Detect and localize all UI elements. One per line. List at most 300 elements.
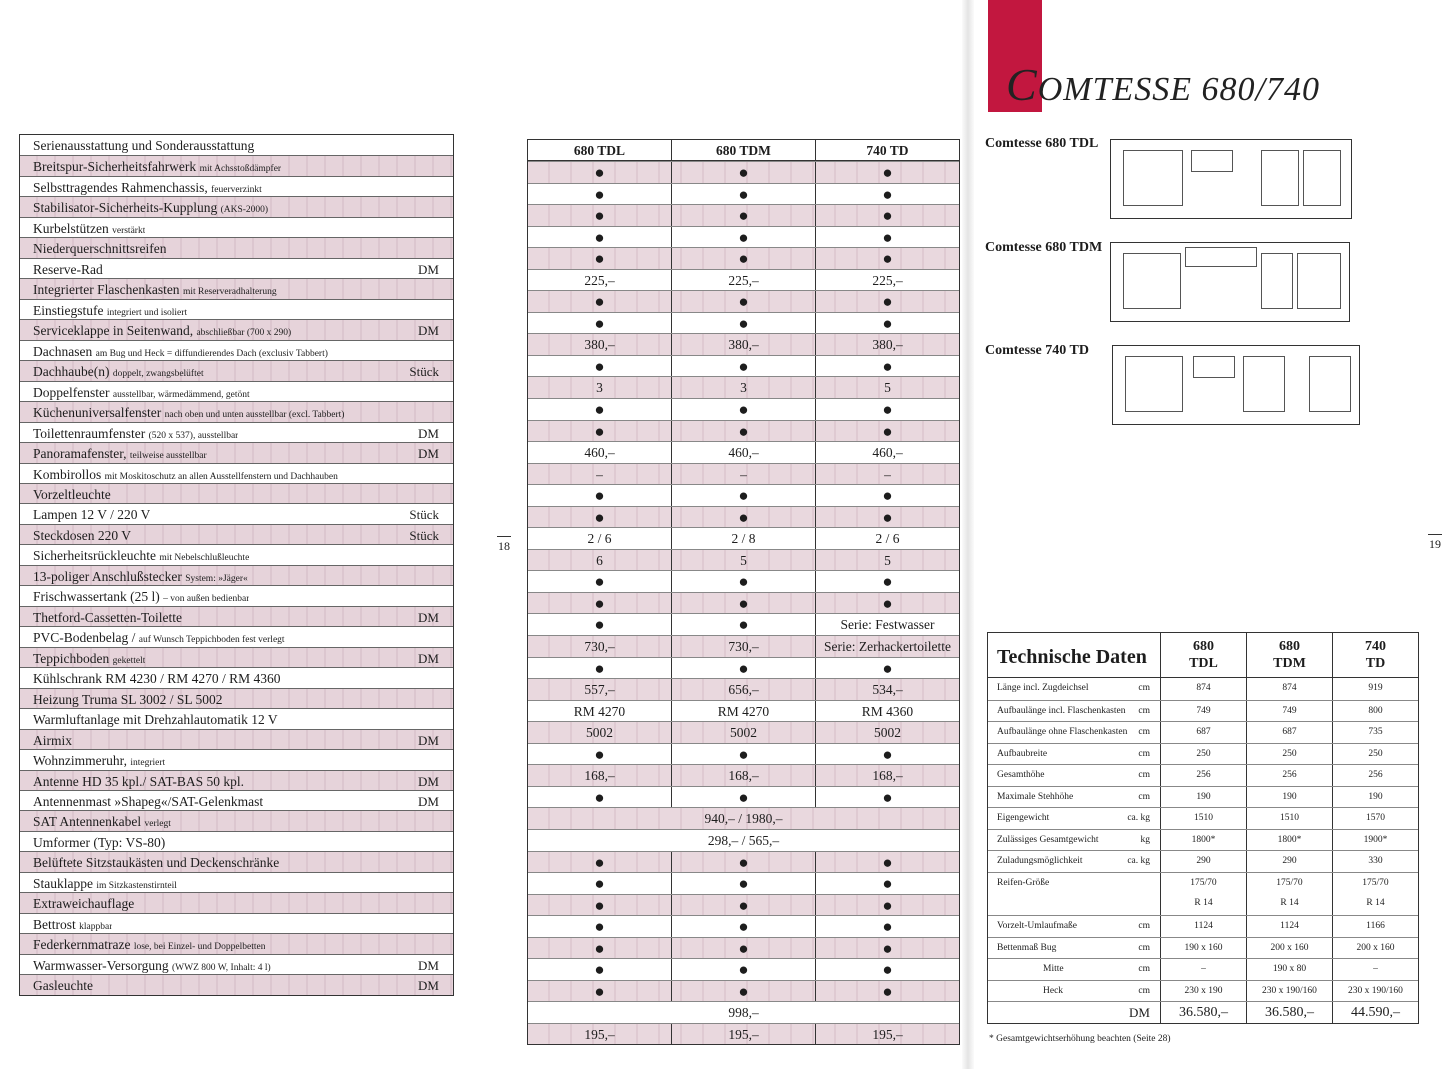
feature-label [33,771,244,790]
feature-unit: DM [418,732,439,748]
included-dot: ● [671,852,815,873]
feature-note: auf Wunsch Teppichboden fest verlegt [138,635,285,646]
feature-unit: Stück [409,364,439,380]
feature-row [20,892,453,912]
tech-value: 256 [1332,765,1418,786]
tech-row [988,937,1418,959]
included-dot: ● [594,163,605,182]
price-cell: 730,– [671,636,815,657]
feature-name: Antenne HD 35 kpl./ SAT-BAS 50 kpl. [33,773,245,789]
feature-label [33,504,150,523]
price-cell: 3 [671,377,815,398]
feature-unit: DM [418,773,439,789]
tech-value: 230 x 190/160 [1332,981,1418,1002]
tech-value: 1570 [1332,808,1418,829]
included-dot: ● [594,572,605,592]
tech-header [988,633,1418,678]
tech-value: 190 x 160 [1160,938,1246,959]
feature-name: Reserve-Rad [33,261,103,277]
tech-value: 230 x 190/160 [1246,981,1332,1002]
feature-label [33,259,103,278]
tech-label-cell [988,916,1160,937]
included-dot: ● [594,787,605,807]
feature-note: integriert und isoliert [106,307,188,318]
feature-unit: DM [418,446,439,462]
feature-label [33,934,265,953]
tech-label: Reifen-Größe [997,877,1050,888]
price-cell: 940,– / 1980,– [704,811,783,827]
feature-row [20,708,453,728]
feature-row [20,565,453,585]
included-dot: ● [815,184,959,205]
tech-value: R 14 [1160,893,1246,915]
tech-value: 250 [1246,744,1332,765]
included-dot: ● [671,658,815,679]
price-row [528,613,959,635]
tech-label: Aufbaulänge ohne Flaschenkasten [997,727,1128,738]
floorplan-680-tdm [1110,242,1350,322]
feature-name: Serviceklappe in Seitenwand, [33,323,194,339]
feature-label [33,279,277,298]
feature-label [33,750,165,769]
tech-label: Maximale Stehhöhe [997,791,1074,802]
price-cell: 3 [596,380,603,396]
price-cell: 730,– [584,639,615,655]
feature-row [20,831,453,851]
tech-row [988,743,1418,765]
feature-row [20,667,453,687]
feature-row [20,360,453,380]
price-cell: 656,– [671,679,815,700]
price-cell: 168,– [815,765,959,786]
feature-label [33,525,131,544]
feature-label [33,668,281,687]
feature-label [33,218,145,237]
tech-row [988,786,1418,808]
tech-value: 290 [1246,851,1332,872]
feature-name: Wohnzimmeruhr, [33,753,127,769]
feature-unit: DM [418,794,439,809]
tech-unit: cm [1138,705,1150,716]
included-dot: ● [671,248,815,269]
included-dot: ● [815,658,959,679]
tech-unit: cm [1138,791,1150,802]
tech-unit: cm [1138,942,1150,953]
tech-label: Eigengewicht [997,813,1050,824]
tech-value: 250 [1160,744,1246,765]
price-cell: 195,– [815,1024,959,1045]
tech-row [988,678,1418,700]
feature-name: Stauklappe [33,875,93,891]
price-row [528,269,959,291]
title-rest: OMTESSE 680/740 [1037,71,1320,108]
feature-label [33,300,187,319]
plan-label-680-tdm: Comtesse 680 TDM [985,240,1103,255]
included-dot: ● [671,399,815,420]
price-row [528,506,959,528]
feature-note: integriert [130,758,166,769]
feature-label [33,852,279,871]
feature-row [20,729,453,749]
price-row [528,743,959,765]
included-dot: ● [594,658,605,678]
feature-label [33,832,165,851]
tech-value: 1900* [1332,830,1418,851]
tech-value: 290 [1160,851,1246,872]
feature-row [20,851,453,871]
included-dot: ● [671,571,815,592]
price-cell: 2 / 6 [587,531,612,547]
feature-name: Vorzeltleuchte [33,486,111,502]
tech-label-cell [988,678,1160,700]
feature-row [20,913,453,933]
tech-value: 1800* [1160,830,1246,851]
included-dot: ● [671,873,815,894]
feature-name: Serienausstattung und Sonderausstattung [33,138,255,153]
tech-value: 874 [1246,678,1332,700]
tech-value: 190 [1160,787,1246,808]
tech-label: Gesamthöhe [997,770,1045,781]
tech-row [988,829,1418,851]
price-cell: 298,– / 565,– [707,832,780,848]
feature-unit: DM [418,650,439,666]
tech-row [988,764,1418,786]
included-dot: ● [671,787,815,808]
price-cell: 195,– [584,1026,615,1042]
price-row [528,161,959,183]
included-dot: ● [594,744,605,764]
feature-row [20,954,453,974]
included-dot: ● [815,356,959,377]
tech-row [988,1001,1418,1023]
tech-value: 256 [1246,765,1332,786]
tech-label-cell [988,873,1160,894]
tech-value: 800 [1332,701,1418,722]
feature-name: 13-poliger Anschlußstecker [33,568,182,584]
included-dot: ● [594,593,605,613]
included-dot: ● [815,162,959,183]
feature-label [33,607,182,626]
price-rows [528,161,959,1044]
price-table [527,139,960,1045]
col-680-tdl: 680 TDL [573,143,626,158]
included-dot: ● [594,356,605,376]
feature-unit: Stück [409,507,439,523]
feature-name: Küchenuniversalfenster [33,405,162,421]
included-dot: ● [594,895,605,915]
included-dot: ● [671,184,815,205]
price-cell: – [671,464,815,485]
price-row [528,570,959,592]
price-row [528,894,959,916]
included-dot: ● [815,744,959,765]
price-cell: RM 4270 [671,701,815,722]
feature-name: Breitspur-Sicherheitsfahrwerk [33,159,197,175]
feature-name: Toilettenraumfenster [33,425,146,441]
feature-note: am Bug und Heck = diffundierendes Dach (exclusiv Tabbert) [95,348,328,359]
feature-name: Steckdosen 220 V [33,527,131,543]
price-row [528,247,959,269]
tech-unit: ca. kg [1127,856,1150,867]
feature-row [20,196,453,216]
included-dot: ● [815,916,959,937]
price-cell: 380,– [584,337,615,353]
price-row [528,312,959,334]
tech-label: Aufbaulänge incl. Flaschenkasten [997,705,1126,716]
price-row [528,376,959,398]
included-dot: ● [815,248,959,269]
price-row [528,958,959,980]
price-row [528,484,959,506]
tech-col-model: 680 [1193,639,1214,654]
tech-label-cell [988,701,1160,722]
included-dot: ● [594,313,605,333]
tech-row [988,700,1418,722]
tech-label: Aufbaubreite [997,748,1048,759]
tech-row [988,807,1418,829]
feature-name: Dachnasen [33,343,93,359]
tech-value: 1124 [1160,916,1246,937]
footnote: * Gesamtgewichtserhöhung beachten (Seite 28) [989,1034,1171,1044]
included-dot: ● [815,421,959,442]
feature-unit: DM [418,957,439,973]
included-dot: ● [815,959,959,980]
feature-row [20,933,453,953]
price-cell: 5002 [671,722,815,743]
tech-label-cell [988,787,1160,808]
included-dot: ● [594,874,605,894]
price-row [528,549,959,571]
features-table [19,134,454,996]
included-dot: ● [815,205,959,226]
feature-note: mit Reserveradhalterung [182,287,277,298]
included-dot: ● [671,916,815,937]
feature-name: Warmwasser-Versorgung [33,957,169,973]
feature-unit: DM [418,609,439,625]
feature-name: Sicherheitsrückleuchte [33,548,156,564]
price-row [528,398,959,420]
price-row [528,678,959,700]
feature-name: Dachhaube(n) [33,364,110,380]
included-dot: ● [671,895,815,916]
included-dot: ● [594,486,605,506]
tech-label: Heck [1043,985,1064,996]
tech-value: 190 [1332,787,1418,808]
price-row [528,807,959,829]
feature-row [20,503,453,523]
feature-name: Integrierter Flaschenkasten [33,282,180,298]
feature-label [33,893,134,912]
feature-label [33,873,177,892]
feature-note: klappbar [79,921,113,932]
tech-row [988,915,1418,937]
feature-note: (520 x 537), ausstellbar [148,430,239,441]
plan-label-680-tdl: Comtesse 680 TDL [985,136,1099,151]
included-dot: ● [594,981,605,1001]
feature-name: Doppelfenster [33,384,110,400]
included-dot: ● [671,981,815,1002]
tech-value: R 14 [1332,893,1418,915]
price-row [528,829,959,851]
tech-label-cell [988,938,1160,959]
price-row [528,333,959,355]
included-dot: ● [815,787,959,808]
feature-label [33,464,338,483]
tech-value: 1800* [1246,830,1332,851]
price-cell: 998,– [728,1005,759,1021]
included-dot: ● [671,291,815,312]
price-cell: 2 / 8 [671,528,815,549]
tech-unit: cm [1138,921,1150,932]
feature-label [33,811,171,830]
tech-label-cell [988,851,1160,872]
feature-note: (WWZ 800 W, Inhalt: 4 l) [171,962,271,973]
feature-name: PVC-Bodenbelag / [33,630,136,646]
feature-label [33,238,166,257]
feature-note: mit Achsstoßdämpfer [199,164,282,175]
feature-row [20,442,453,462]
tech-value: 230 x 190 [1160,981,1246,1002]
feature-note: (AKS-2000) [220,205,269,216]
feature-row [20,810,453,830]
feature-label [33,648,145,667]
feature-row [20,749,453,769]
feature-note: doppelt, zwangsbelüftet [112,369,204,380]
feature-row [20,176,453,196]
tech-value: 735 [1332,722,1418,743]
tech-value: R 14 [1246,893,1332,915]
feature-label [33,135,254,155]
tech-label-cell [988,744,1160,765]
tech-col-model: 680 [1279,639,1300,654]
tech-label-cell [988,765,1160,786]
price-row [528,441,959,463]
title-initial: C [1006,59,1038,110]
feature-name: Panoramafenster, [33,446,127,462]
price-cell: Serie: Festwasser [815,614,959,635]
feature-unit: DM [418,261,439,277]
page-title [1006,58,1320,111]
price-row [528,937,959,959]
included-dot: ● [815,873,959,894]
tech-row [988,958,1418,980]
price-row [528,226,959,248]
included-dot: ● [815,852,959,873]
included-dot: ● [594,292,605,312]
price-row [528,980,959,1002]
feature-label [33,443,207,462]
included-dot: ● [594,507,605,527]
price-cell: 380,– [815,334,959,355]
tech-unit: kg [1140,834,1150,845]
included-dot: ● [671,227,815,248]
tech-label: Länge incl. Zugdeichsel [997,683,1089,693]
price-row [528,851,959,873]
tech-value: – [1160,959,1246,980]
price-cell: 380,– [671,334,815,355]
tech-label-cell [988,981,1160,1002]
included-dot: ● [594,184,605,204]
tech-label-cell [988,1002,1160,1023]
feature-row [20,422,453,442]
included-dot: ● [815,399,959,420]
tech-unit: DM [1129,1005,1150,1021]
feature-label [33,709,278,728]
included-dot: ● [671,313,815,334]
feature-name: Frischwassertank (25 l) [33,589,160,605]
price-cell: 168,– [671,765,815,786]
included-dot: ● [815,313,959,334]
included-dot: ● [671,162,815,183]
feature-row [20,647,453,667]
price-row [528,786,959,808]
tech-label: Bettenmaß Bug [997,942,1057,953]
feature-note: mit Nebelschlußleuchte [159,553,250,564]
tech-value: 749 [1246,701,1332,722]
price-row [528,463,959,485]
tech-value: 919 [1332,678,1418,700]
feature-name: Belüftete Sitzstaukästen und Deckenschränke [33,855,280,871]
price-cell: 557,– [584,682,615,698]
feature-name: Lampen 12 V / 220 V [33,507,151,523]
tech-row [988,893,1418,915]
feature-row [20,790,453,810]
price-cell: 460,– [584,445,615,461]
feature-name: Kombirollos [33,466,102,482]
price-cell: – [815,464,959,485]
feature-label [33,566,248,585]
feature-note: verstärkt [112,225,146,236]
price-cell: Serie: Zerhackertoilette [815,636,959,657]
tech-row [988,850,1418,872]
tech-value: 36.580,– [1160,1002,1246,1023]
feature-row [20,278,453,298]
feature-label [33,484,111,503]
included-dot: ● [671,744,815,765]
feature-unit: DM [418,425,439,441]
tech-label-cell [988,893,1160,915]
tech-col-680-tdl [1160,633,1246,677]
tech-unit: cm [1138,985,1150,996]
tech-value: 175/70 [1332,873,1418,894]
feature-label [33,730,72,749]
price-row [528,764,959,786]
feature-note: feuerverzinkt [211,184,262,195]
tech-value: 175/70 [1160,873,1246,894]
tech-value: 687 [1160,722,1246,743]
included-dot: ● [594,206,605,226]
price-row [528,635,959,657]
feature-note: teilweise ausstellbar [129,451,207,462]
feature-note: nach oben und unten ausstellbar (excl. Tabbert) [164,410,345,421]
included-dot: ● [671,421,815,442]
feature-row [20,217,453,237]
price-row [528,657,959,679]
feature-row [20,770,453,790]
floorplan-740-td [1112,345,1360,425]
feature-name: Kühlschrank RM 4230 / RM 4270 / RM 4360 [33,671,281,687]
tech-value: 749 [1160,701,1246,722]
tech-value: 1124 [1246,916,1332,937]
feature-label [33,955,271,974]
feature-unit: Stück [409,527,439,543]
feature-note: gekettelt [112,655,146,666]
feature-label [33,177,262,196]
feature-label [33,423,238,442]
tech-value: – [1332,959,1418,980]
tech-value: 200 x 160 [1246,938,1332,959]
price-row [528,355,959,377]
